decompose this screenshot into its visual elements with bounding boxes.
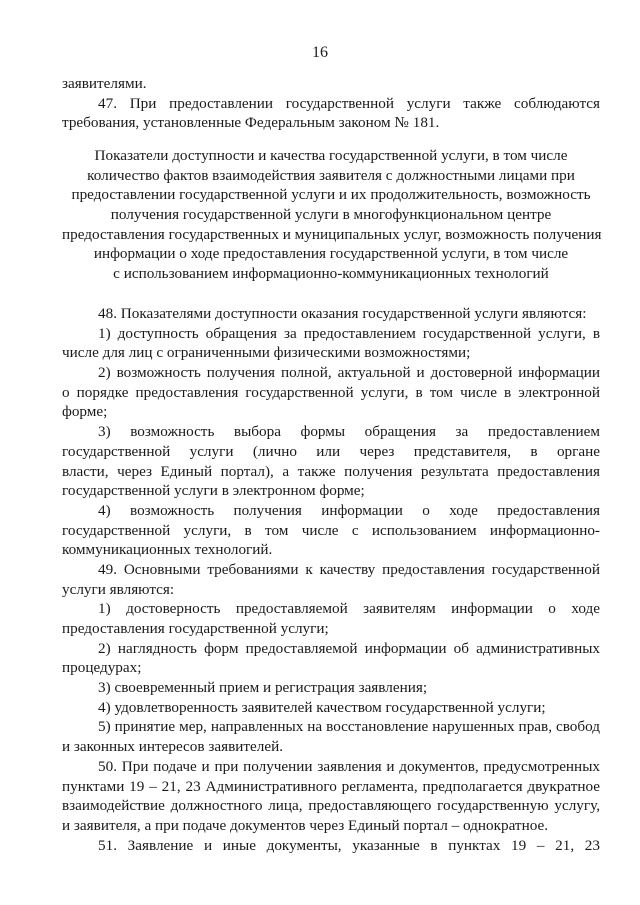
text-line: взаимодействие должностного лица, предоставляющего государственную услугу, <box>62 797 600 815</box>
text-line: государственной услуги, в том числе с использованием информационно- <box>62 521 600 539</box>
text-line: и заявителя, а при подаче документов через Единый портал – однократное. <box>62 816 549 834</box>
text-line: 48. Показателями доступности оказания государственной услуги являются: <box>98 305 587 322</box>
text-line: о порядке предоставления государственной услуги, в том числе в электронной <box>62 383 600 401</box>
heading-line: предоставления государственных и муниципальных услуг, возможность получения <box>62 225 602 243</box>
text-line: 50. При подаче и при получении заявления и документов, предусмотренных <box>98 757 600 775</box>
text-line: 51. Заявление и иные документы, указанные в пунктах 19 – 21, 23 <box>98 836 600 854</box>
text-line: 47. При предоставлении государственной услуги также соблюдаются <box>98 94 600 112</box>
text-line: государственной услуги (лично или через представителя, в органе <box>62 442 600 460</box>
text-line: пунктами 19 – 21, 23 Административного регламента, предполагается двукратное <box>62 777 600 795</box>
text-line: заявителями. <box>62 75 147 92</box>
text-line: форме; <box>62 403 108 421</box>
text-line: государственной услуги в электронном форме; <box>62 482 365 500</box>
text-line: коммуникационных технологий. <box>62 541 273 559</box>
page-number: 16 <box>312 44 328 61</box>
text-line: предоставления государственной услуги; <box>62 620 329 637</box>
text-line: 2) наглядность форм предоставляемой информации об административных <box>98 639 600 657</box>
text-line: власти, через Единый портал), а также получения результата предоставления <box>62 462 600 480</box>
text-line: и законных интересов заявителей. <box>62 738 284 756</box>
text-line: 1) доступность обращения за предоставлением государственной услуги, в <box>98 324 600 342</box>
heading-line: Показатели доступности и качества государственной услуги, в том числе <box>94 147 568 164</box>
heading-line: предоставлении государственной услуги и их продолжительность, возможность <box>71 186 591 204</box>
section-heading <box>62 146 600 284</box>
text-line: услуги являются: <box>62 580 175 598</box>
heading-line: получения государственной услуги в многофункциональном центре <box>110 206 552 224</box>
heading-line: количество фактов взаимодействия заявителя с должностными лицами при <box>87 166 575 184</box>
text-line: 2) возможность получения полной, актуальной и достоверной информации <box>98 364 600 382</box>
heading-line: информации о ходе предоставления государственной услуги, в том числе <box>93 245 569 263</box>
text-line: требования, установленные Федеральным законом № 181. <box>62 114 440 132</box>
intro-paragraphs <box>62 74 600 133</box>
text-line: 5) принятие мер, направленных на восстановление нарушенных прав, свобод <box>98 718 600 736</box>
text-line: 4) возможность получения информации о ходе предоставления <box>98 501 600 519</box>
text-line: 3) своевременный прием и регистрация заявления; <box>98 679 428 697</box>
heading-line: с использованием информационно-коммуникационных технологий <box>113 265 549 283</box>
section-body <box>62 304 600 855</box>
text-line: 4) удовлетворенность заявителей качеством государственной услуги; <box>98 698 546 716</box>
text-line: процедурах; <box>62 659 142 677</box>
text-line: числе для лиц с ограниченными физическими возможностями; <box>62 344 471 362</box>
text-line: 1) достоверность предоставляемой заявителям информации о ходе <box>98 600 600 618</box>
text-line: 49. Основными требованиями к качеству предоставления государственной <box>98 560 600 578</box>
text-line: 3) возможность выбора формы обращения за предоставлением <box>98 423 600 441</box>
